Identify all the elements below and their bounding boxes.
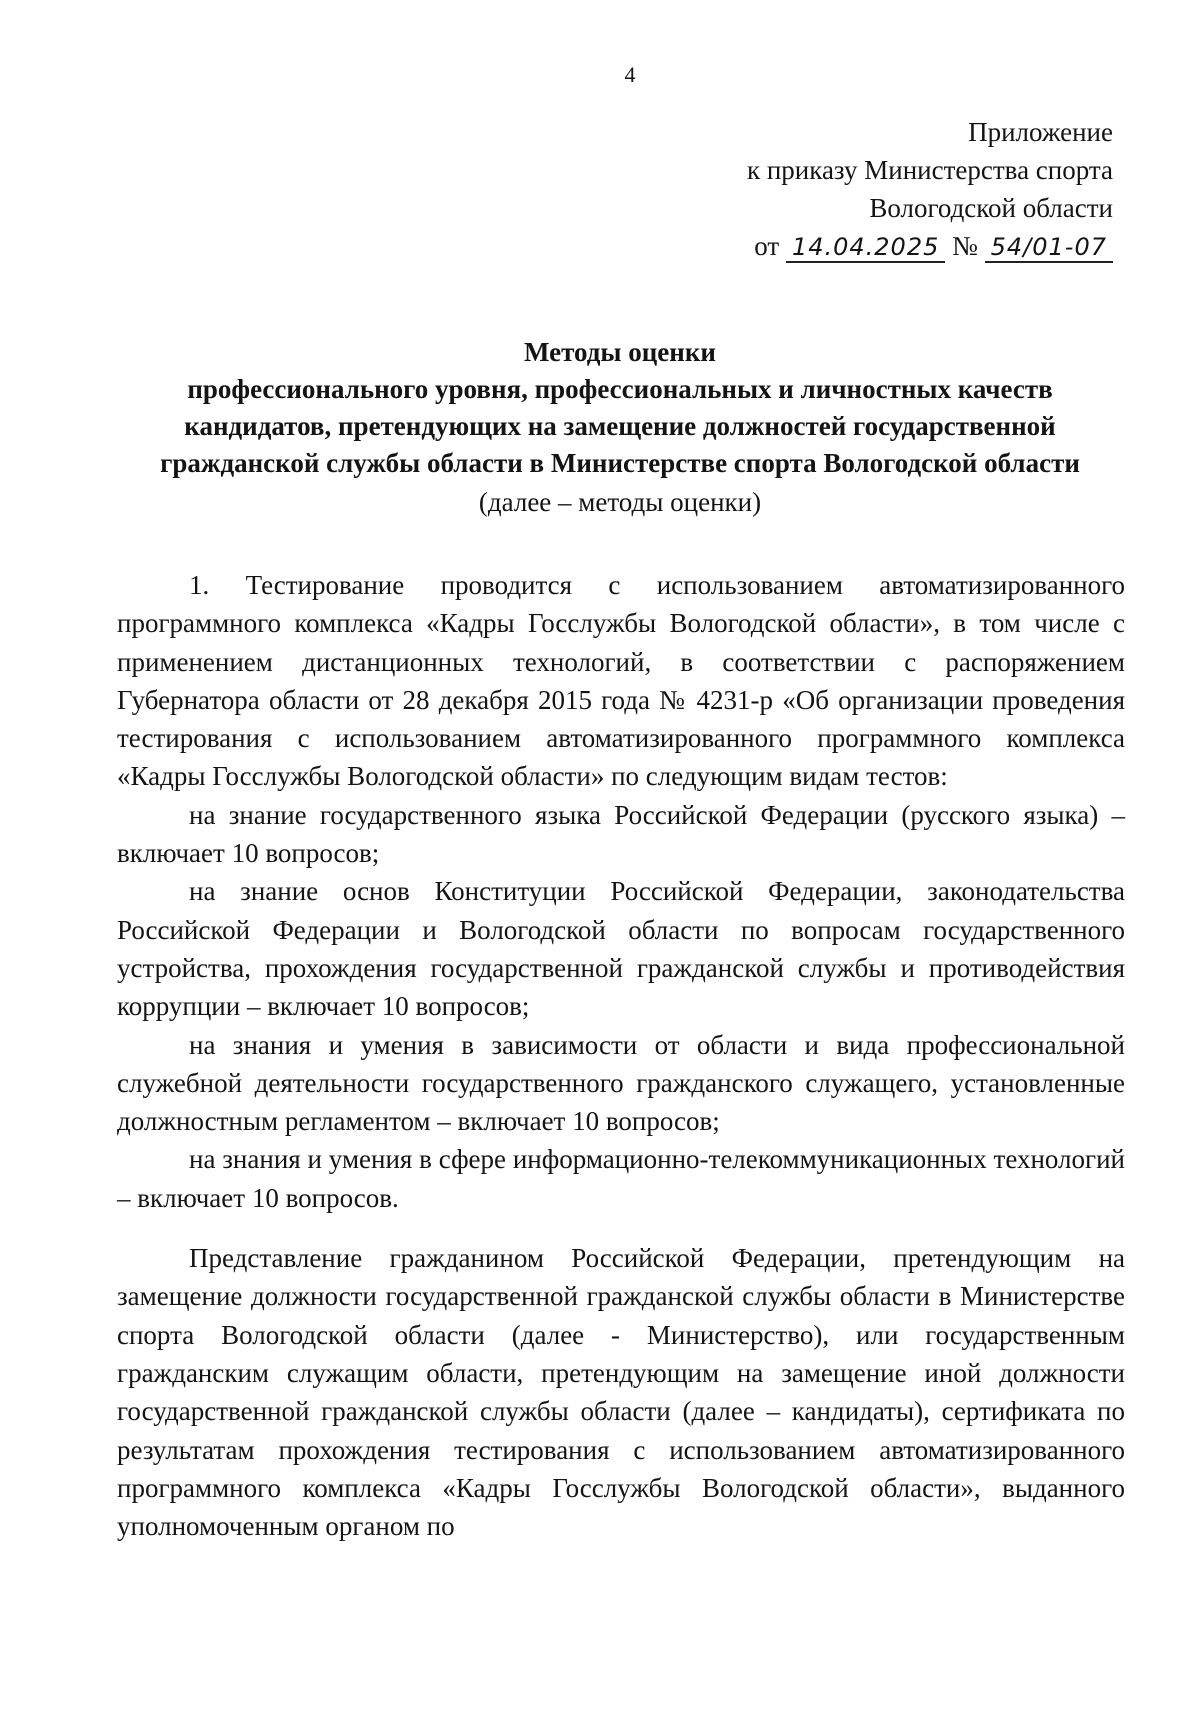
paragraph-certificate: Представление гражданином Российской Федерации, претендующим на замещение должности государственной гражданской службы области в Министерстве спорта Вологодской области (далее - Министерство), или государственным гражданским служащим области, претендующим на замещение иной должности государственной гражданской службы области (далее – кандидаты), сертификата по результатам прохождения тестирования с использованием автоматизированного программного комплекса «Кадры Госслужбы Вологодской области», выданного уполномоченным органом по — [117, 1243, 1125, 1542]
appendix-order-ref: к приказу Министерства спорта — [746, 155, 1113, 185]
document-title — [115, 334, 1125, 521]
paragraph-test-professional: на знания и умения в зависимости от области и вида профессиональной служебной деятельности государственного гражданского служащего, установленные должностным регламентом – включает 10 вопросов; — [117, 1029, 1125, 1137]
appendix-header — [553, 113, 1113, 266]
title-line-3: кандидатов, претендующих на замещение должностей государственной — [184, 411, 1056, 441]
page-number: 4 — [624, 62, 636, 87]
number-prefix: № — [952, 231, 978, 261]
appendix-label: Приложение — [968, 117, 1113, 147]
paragraph-test-constitution: на знание основ Конституции Российской Федерации, законодательства Российской Федерации и Вологодской области по вопросам государственного устройства, прохождения государственной гражданской службы и противодействия коррупции – включает 10 вопросов; — [117, 876, 1125, 1022]
paragraph-testing: 1. Тестирование проводится с использованием автоматизированного программного комплекса «Кадры Госслужбы Вологодской области», в том числе с применением дистанционных технологий, в соответствии с распоряжением Губернатора области от 28 декабря 2015 года № 4231-р «Об организации проведения тестирования с использованием автоматизированного программного комплекса «Кадры Госслужбы Вологодской области» по следующим видам тестов: — [117, 570, 1125, 792]
date-prefix: от — [754, 231, 780, 261]
document-body — [117, 566, 1125, 1545]
title-line-2: профессионального уровня, профессиональных и личностных качеств — [187, 374, 1053, 404]
paragraph-test-ict: на знания и умения в сфере информационно-телекоммуникационных технологий – включает 10 вопросов. — [117, 1144, 1125, 1213]
handwritten-date: 14.04.2025 — [786, 233, 945, 263]
title-line-4: гражданской службы области в Министерстве спорта Вологодской области — [160, 448, 1080, 478]
appendix-region: Вологодской области — [869, 193, 1113, 223]
paragraph-test-russian: на знание государственного языка Российской Федерации (русского языка) – включает 10 вопросов; — [117, 799, 1125, 869]
title-line-1: Методы оценки — [524, 337, 716, 367]
appendix-date-number — [553, 227, 1113, 266]
title-subtitle: (далее – методы оценки) — [478, 487, 762, 517]
handwritten-number: 54/01-07 — [985, 233, 1113, 263]
